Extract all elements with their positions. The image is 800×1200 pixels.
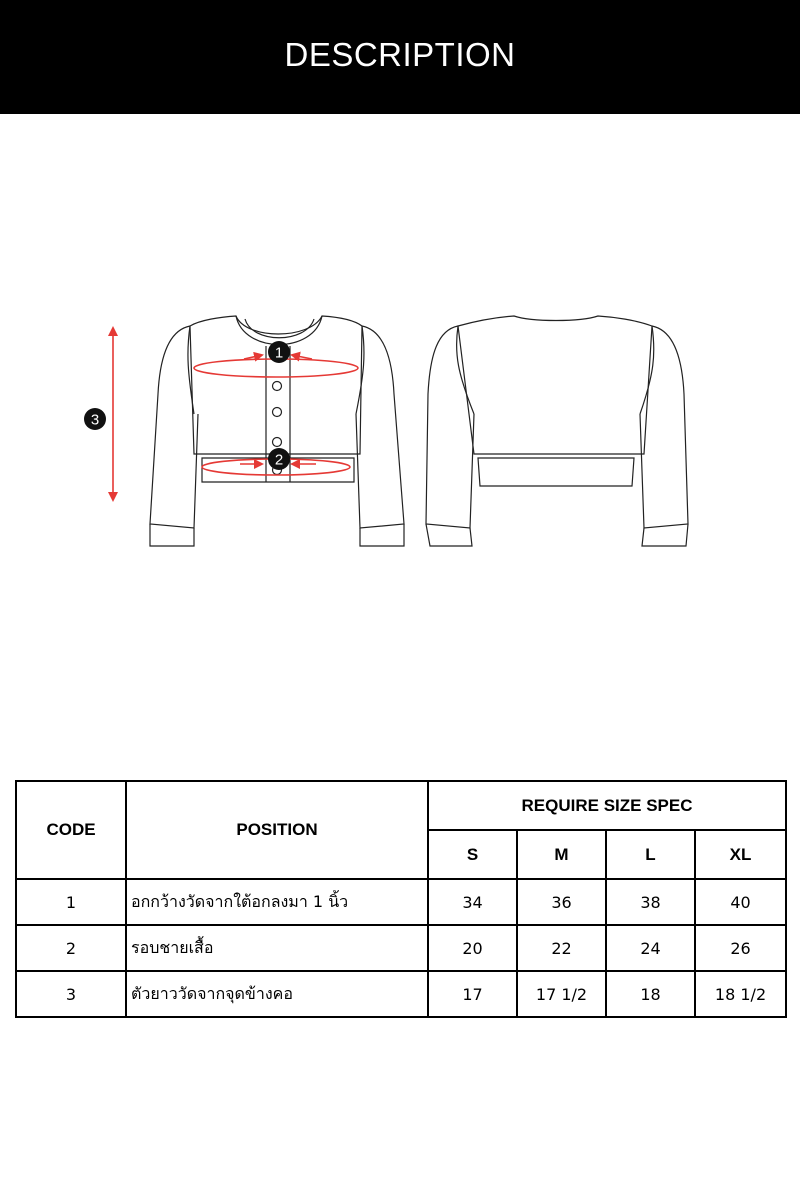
header-bar	[0, 0, 800, 114]
row-value-l: 38	[606, 879, 695, 925]
row-position: อกกว้างวัดจากใต้อกลงมา 1 นิ้ว	[126, 879, 428, 925]
garment-diagram	[0, 114, 800, 674]
size-header-m: M	[517, 830, 606, 879]
row-value-s: 34	[428, 879, 517, 925]
row-code: 3	[16, 971, 126, 1017]
row-code: 1	[16, 879, 126, 925]
table-row	[16, 879, 786, 925]
row-value-m: 22	[517, 925, 606, 971]
marker-1	[268, 341, 290, 363]
svg-text:1: 1	[274, 344, 284, 362]
page-title: DESCRIPTION	[284, 36, 516, 73]
row-value-m: 36	[517, 879, 606, 925]
row-value-m: 17 1/2	[517, 971, 606, 1017]
svg-text:2: 2	[274, 451, 284, 469]
row-value-s: 17	[428, 971, 517, 1017]
row-value-l: 18	[606, 971, 695, 1017]
row-value-l: 24	[606, 925, 695, 971]
table-row	[16, 971, 786, 1017]
row-value-s: 20	[428, 925, 517, 971]
marker-2	[268, 448, 290, 470]
marker-3	[84, 408, 106, 430]
code-header: CODE	[16, 781, 126, 879]
measurement-marks	[113, 328, 358, 500]
position-header: POSITION	[126, 781, 428, 879]
size-spec-table	[15, 780, 787, 1018]
size-header-s: S	[428, 830, 517, 879]
row-position: ตัวยาววัดจากจุดข้างคอ	[126, 971, 428, 1017]
row-position: รอบชายเสื้อ	[126, 925, 428, 971]
row-code: 2	[16, 925, 126, 971]
row-value-xl: 18 1/2	[695, 971, 786, 1017]
svg-text:3: 3	[90, 411, 100, 429]
table-row	[16, 925, 786, 971]
size-header-xl: XL	[695, 830, 786, 879]
size-header-l: L	[606, 830, 695, 879]
row-value-xl: 26	[695, 925, 786, 971]
spec-header: REQUIRE SIZE SPEC	[428, 781, 786, 830]
row-value-xl: 40	[695, 879, 786, 925]
back-view	[426, 316, 688, 546]
